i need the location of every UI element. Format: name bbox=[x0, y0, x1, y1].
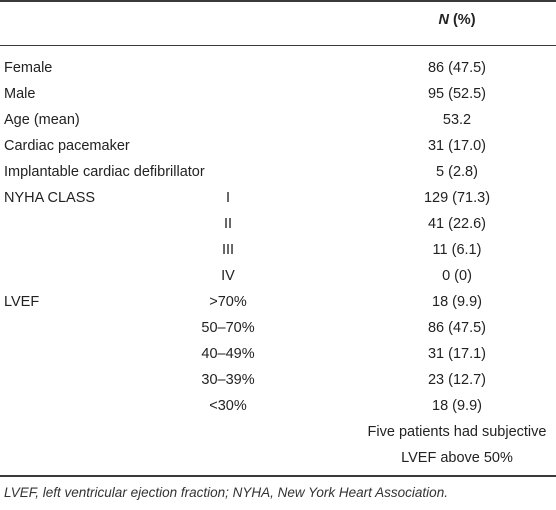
bottom-rule bbox=[0, 475, 556, 477]
row-value: 86 (47.5) bbox=[427, 320, 487, 336]
row-value: 31 (17.1) bbox=[427, 346, 487, 362]
row-sublabel: 50–70% bbox=[201, 320, 255, 336]
row-value: 129 (71.3) bbox=[423, 190, 491, 206]
row-value: 23 (12.7) bbox=[427, 372, 487, 388]
row-value: 18 (9.9) bbox=[432, 294, 482, 310]
row-label: NYHA CLASS bbox=[4, 190, 96, 206]
row-value: 53.2 bbox=[442, 112, 472, 128]
row-value: 5 (2.8) bbox=[436, 164, 478, 180]
table-row bbox=[0, 315, 556, 341]
row-label: Cardiac pacemaker bbox=[4, 138, 130, 154]
row-value: 0 (0) bbox=[442, 268, 472, 284]
table-row bbox=[0, 159, 556, 185]
row-label: Implantable cardiac defibrillator bbox=[4, 164, 205, 180]
row-label: LVEF bbox=[4, 294, 40, 310]
table-row bbox=[0, 237, 556, 263]
row-value: 31 (17.0) bbox=[427, 138, 487, 154]
row-sublabel: 30–39% bbox=[201, 372, 255, 388]
table-row bbox=[0, 419, 556, 445]
table-row bbox=[0, 289, 556, 315]
header-percent: (%) bbox=[448, 12, 476, 28]
table-row bbox=[0, 367, 556, 393]
header-n: N bbox=[438, 12, 449, 28]
table-row bbox=[0, 133, 556, 159]
table-row bbox=[0, 107, 556, 133]
row-sublabel: <30% bbox=[209, 398, 247, 414]
row-value: Five patients had subjective bbox=[367, 424, 547, 440]
row-label: Male bbox=[4, 86, 36, 102]
row-value: LVEF above 50% bbox=[401, 450, 513, 466]
column-header-n-percent bbox=[362, 12, 552, 28]
row-value: 95 (52.5) bbox=[427, 86, 487, 102]
row-value: 41 (22.6) bbox=[427, 216, 487, 232]
row-label: Age (mean) bbox=[4, 112, 80, 128]
row-value: 86 (47.5) bbox=[427, 60, 487, 76]
row-value: 18 (9.9) bbox=[432, 398, 482, 414]
table-footnote: LVEF, left ventricular ejection fraction; NYHA, New York Heart Association. bbox=[4, 485, 448, 500]
row-sublabel: I bbox=[225, 190, 231, 206]
row-value: 11 (6.1) bbox=[432, 242, 482, 258]
table-row bbox=[0, 263, 556, 289]
row-sublabel: II bbox=[223, 216, 233, 232]
row-label: Female bbox=[4, 60, 53, 76]
table-row bbox=[0, 341, 556, 367]
row-sublabel: >70% bbox=[209, 294, 247, 310]
header-rule bbox=[0, 45, 556, 46]
row-sublabel: IV bbox=[221, 268, 235, 284]
table-row bbox=[0, 393, 556, 419]
table-row bbox=[0, 55, 556, 81]
table-row bbox=[0, 211, 556, 237]
top-rule bbox=[0, 0, 556, 2]
row-sublabel: III bbox=[221, 242, 235, 258]
table-row bbox=[0, 445, 556, 471]
row-sublabel: 40–49% bbox=[201, 346, 255, 362]
table-row bbox=[0, 185, 556, 211]
table-row bbox=[0, 81, 556, 107]
